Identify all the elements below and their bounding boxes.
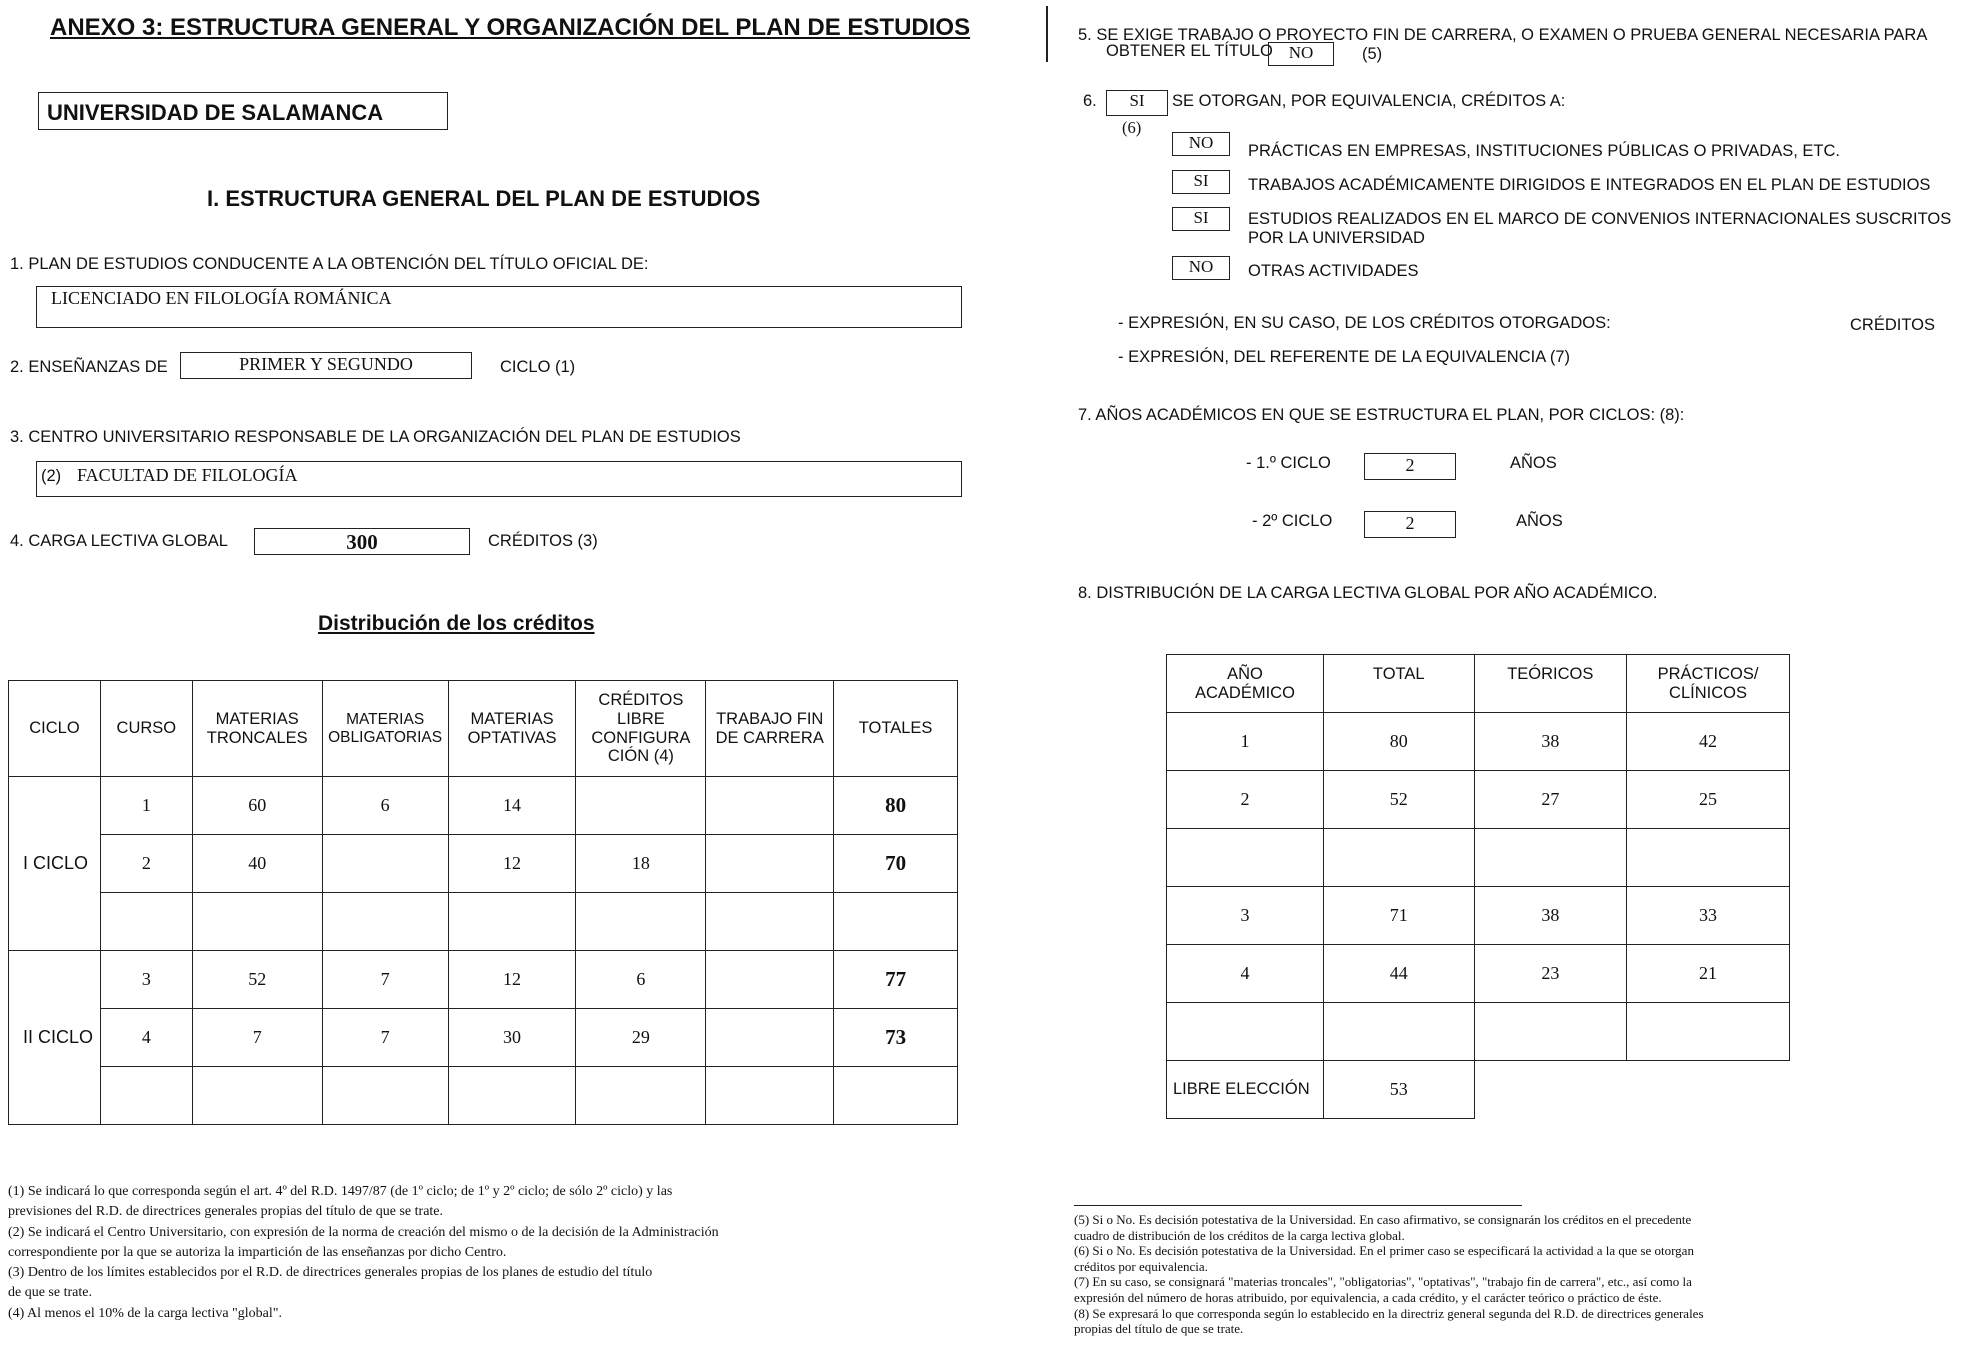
table-cell: 2 [1167,771,1324,829]
ciclo1-years-label: - 1.º CICLO [1246,454,1331,472]
item1-label: 1. PLAN DE ESTUDIOS CONDUCENTE A LA OBTENCIÓN DEL TÍTULO OFICIAL DE: [10,255,649,273]
item2-suffix: CICLO (1) [500,358,576,376]
table-cell: 27 [1474,771,1626,829]
table-cell [322,1067,448,1125]
table-row [9,951,958,1009]
equiv-label: TRABAJOS ACADÉMICAMENTE DIRIGIDOS E INTEGRADOS EN EL PLAN DE ESTUDIOS [1248,176,1931,194]
item5-note: (5) [1362,45,1383,63]
equiv-label: OTRAS ACTIVIDADES [1248,262,1419,280]
item2-label: 2. ENSEÑANZAS DE [10,358,168,376]
credits-header-row [9,681,958,777]
col-obligatorias: MATERIAS OBLIGATORIAS [322,681,448,777]
table-row [1167,945,1790,1003]
table-cell: 12 [448,835,576,893]
credits-table [8,680,958,1125]
item3-label: 3. CENTRO UNIVERSITARIO RESPONSABLE DE LA ORGANIZACIÓN DEL PLAN DE ESTUDIOS [10,428,741,446]
table-cell [448,1067,576,1125]
footnote-line: (2) Se indicará el Centro Universitario, con expresión de la norma de creación del mismo o de la decisión de la Administración [8,1224,719,1240]
section-title: I. ESTRUCTURA GENERAL DEL PLAN DE ESTUDIOS [207,186,761,211]
item3-field [36,461,962,497]
total-cell: 80 [834,777,958,835]
table-cell [576,1067,706,1125]
table-row [9,777,958,835]
col-curso: CURSO [100,681,192,777]
item1-field [36,286,962,328]
footnote-line: (1) Se indicará lo que corresponda según el art. 4º del R.D. 1497/87 (de 1º ciclo; de 1º y 2º ciclo; de sólo 2º ciclo) y las [8,1184,673,1199]
ciclo2-years-value: 2 [1405,513,1415,533]
table-cell [100,1067,192,1125]
item2-field [180,352,472,379]
table-cell: 21 [1627,945,1790,1003]
col-ano-academico: AÑO ACADÉMICO [1167,655,1324,713]
table-cell: 60 [192,777,322,835]
table-cell: 25 [1627,771,1790,829]
footnote-line: cuadro de distribución de los créditos de la carga lectiva global. [1074,1227,1405,1243]
item4-field [254,528,470,555]
empty-cell [1474,1061,1626,1119]
item8-label: 8. DISTRIBUCIÓN DE LA CARGA LECTIVA GLOBAL POR AÑO ACADÉMICO. [1078,584,1658,602]
table-cell [1474,829,1626,887]
equiv-box-0 [1172,132,1230,156]
table-cell: 23 [1474,945,1626,1003]
col-ciclo: CICLO [9,681,101,777]
table-cell: 42 [1627,713,1790,771]
ciclo-2-label: II CICLO [9,951,101,1125]
table-cell [100,893,192,951]
table-cell: 3 [100,951,192,1009]
footnote-line: (6) Si o No. Es decisión potestativa de la Universidad. En el primer caso se especificará la actividad a la que se otorgan [1074,1243,1694,1259]
table-cell [706,1067,834,1125]
table-cell [1474,1003,1626,1061]
table-cell [706,951,834,1009]
equiv-label-cont: POR LA UNIVERSIDAD [1248,229,1425,247]
table-cell: 7 [322,951,448,1009]
university-box [38,92,448,130]
table-cell: 12 [448,951,576,1009]
ciclo-1-label: I CICLO [9,777,101,951]
table-cell: 4 [100,1009,192,1067]
table-cell: 6 [576,951,706,1009]
equiv-value: NO [1188,133,1214,152]
item3-note: (2) [41,467,62,485]
table-cell [1323,1003,1474,1061]
col-total: TOTAL [1323,655,1474,713]
annex-title: ANEXO 3: ESTRUCTURA GENERAL Y ORGANIZACIÓN DEL PLAN DE ESTUDIOS [50,14,971,41]
col-teoricos: TEÓRICOS [1474,655,1626,713]
table-cell [706,1009,834,1067]
table-cell: 6 [322,777,448,835]
item6-label: SE OTORGAN, POR EQUIVALENCIA, CRÉDITOS A: [1172,92,1566,110]
table-cell: 7 [322,1009,448,1067]
table-cell [1323,829,1474,887]
table-cell [834,893,958,951]
expr-credits-unit: CRÉDITOS [1850,316,1935,334]
equiv-value: SI [1193,171,1209,190]
distribution-title: Distribución de los créditos [318,612,595,635]
item3-value: FACULTAD DE FILOLOGÍA [77,465,298,485]
equiv-label: ESTUDIOS REALIZADOS EN EL MARCO DE CONVENIOS INTERNACIONALES SUSCRITOS [1248,210,1952,228]
item7-label: 7. AÑOS ACADÉMICOS EN QUE SE ESTRUCTURA EL PLAN, POR CICLOS: (8): [1078,406,1685,424]
col-trabajo-fin: TRABAJO FIN DE CARRERA [706,681,834,777]
table-cell [448,893,576,951]
annual-header-row [1167,655,1790,713]
equiv-value: NO [1188,257,1214,276]
col-troncales: MATERIAS TRONCALES [192,681,322,777]
item6-note: (6) [1122,118,1142,137]
ciclo2-years-label: - 2º CICLO [1252,512,1333,530]
equiv-box-1 [1172,170,1230,194]
footnote-line: correspondiente por la que se autoriza la impartición de las enseñanzas por dicho Centro. [8,1244,507,1260]
item5-line1: 5. SE EXIGE TRABAJO O PROYECTO FIN DE CARRERA, O EXAMEN O PRUEBA GENERAL NECESARIA PARA [1078,26,1928,44]
table-cell [1627,829,1790,887]
total-cell: 73 [834,1009,958,1067]
right-footnotes [1074,1212,1974,1337]
table-cell: 18 [576,835,706,893]
footnote-line: créditos por equivalencia. [1074,1258,1208,1274]
item5-field [1268,42,1334,66]
empty-cell [1627,1061,1790,1119]
equiv-value: SI [1193,208,1209,227]
table-row [1167,887,1790,945]
table-cell [706,777,834,835]
table-cell: 52 [1323,771,1474,829]
ciclo2-years-field [1364,511,1456,538]
table-cell: 30 [448,1009,576,1067]
table-row [1167,713,1790,771]
table-cell [834,1067,958,1125]
footnote-line: (5) Si o No. Es decisión potestativa de la Universidad. En caso afirmativo, se consignarán los créditos en el precedente [1074,1212,1692,1227]
footnote-line: de que se trate. [8,1285,92,1301]
footnote-line: previsiones del R.D. de directrices generales propias del título de que se trate. [8,1204,444,1220]
table-cell [192,893,322,951]
item6-value: SI [1129,91,1145,110]
university-name: UNIVERSIDAD DE SALAMANCA [47,100,384,125]
libre-eleccion-value: 53 [1323,1061,1474,1119]
footnote-line: expresión del número de horas atribuido, por equivalencia, a cada crédito, y el carácter teórico o práctico de éste. [1074,1289,1662,1305]
col-optativas: MATERIAS OPTATIVAS [448,681,576,777]
item6-number: 6. [1083,92,1097,110]
table-cell [1167,1003,1324,1061]
equiv-box-3 [1172,256,1230,280]
col-totales: TOTALES [834,681,958,777]
expr-credits: - EXPRESIÓN, EN SU CASO, DE LOS CRÉDITOS OTORGADOS: [1118,314,1611,332]
table-cell: 71 [1323,887,1474,945]
item2-value: PRIMER Y SEGUNDO [239,354,413,374]
total-cell: 70 [834,835,958,893]
table-cell: 2 [100,835,192,893]
item6-field [1106,90,1168,116]
table-cell [706,835,834,893]
ciclo1-years-field [1364,453,1456,480]
item4-suffix: CRÉDITOS (3) [488,532,598,550]
table-cell: 7 [192,1009,322,1067]
table-cell [576,777,706,835]
table-row [9,893,958,951]
table-cell: 52 [192,951,322,1009]
table-cell [1627,1003,1790,1061]
table-row [1167,1003,1790,1061]
total-cell: 77 [834,951,958,1009]
footnote-line: (8) Se expresará lo que corresponda según lo establecido en la directriz general segunda del R.D. de directrices generales [1074,1305,1704,1321]
footnote-line: propias del título de que se trate. [1074,1321,1244,1337]
table-cell: 14 [448,777,576,835]
footnote-line: (3) Dentro de los límites establecidos por el R.D. de directrices generales propias de los planes de estudio del título [8,1265,653,1281]
libre-eleccion-label: LIBRE ELECCIÓN [1167,1061,1324,1119]
table-cell: 38 [1474,713,1626,771]
table-cell: 29 [576,1009,706,1067]
table-cell [192,1067,322,1125]
item5-line2: OBTENER EL TÍTULO [1106,42,1273,60]
table-row [9,835,958,893]
table-row [1167,829,1790,887]
expr-referente: - EXPRESIÓN, DEL REFERENTE DE LA EQUIVALENCIA (7) [1118,348,1571,366]
annual-load-table [1166,654,1790,1119]
equiv-box-2 [1172,207,1230,231]
table-cell [1167,829,1324,887]
table-cell: 33 [1627,887,1790,945]
table-cell: 80 [1323,713,1474,771]
table-row [9,1067,958,1125]
page-margin-mark [1046,6,1048,62]
footnote-line: (4) Al menos el 10% de la carga lectiva "global". [8,1305,282,1321]
item4-label: 4. CARGA LECTIVA GLOBAL [10,532,228,550]
table-cell: 4 [1167,945,1324,1003]
table-cell: 38 [1474,887,1626,945]
libre-eleccion-row [1167,1061,1790,1119]
col-practicos: PRÁCTICOS/ CLÍNICOS [1627,655,1790,713]
table-row [1167,771,1790,829]
table-cell [322,893,448,951]
table-cell: 40 [192,835,322,893]
col-libre-configuracion: CRÉDITOS LIBRE CONFIGURA CIÓN (4) [576,681,706,777]
table-cell: 3 [1167,887,1324,945]
table-cell [322,835,448,893]
ciclo1-years-unit: AÑOS [1510,454,1557,472]
table-row [9,1009,958,1067]
item4-value: 300 [346,530,378,554]
footnote-separator [1074,1205,1522,1206]
footnote-line: (7) En su caso, se consignará "materias troncales", "obligatorias", "optativas", "trabajo fin de carrera", etc., así como la [1074,1274,1692,1290]
left-footnotes [8,1182,908,1324]
table-cell [706,893,834,951]
ciclo1-years-value: 2 [1405,455,1415,475]
table-cell: 1 [100,777,192,835]
ciclo2-years-unit: AÑOS [1516,512,1563,530]
item5-value: NO [1288,43,1314,62]
table-cell [576,893,706,951]
table-cell: 44 [1323,945,1474,1003]
equiv-label: PRÁCTICAS EN EMPRESAS, INSTITUCIONES PÚBLICAS O PRIVADAS, ETC. [1248,142,1840,160]
item1-value: LICENCIADO EN FILOLOGÍA ROMÁNICA [51,288,392,308]
table-cell: 1 [1167,713,1324,771]
